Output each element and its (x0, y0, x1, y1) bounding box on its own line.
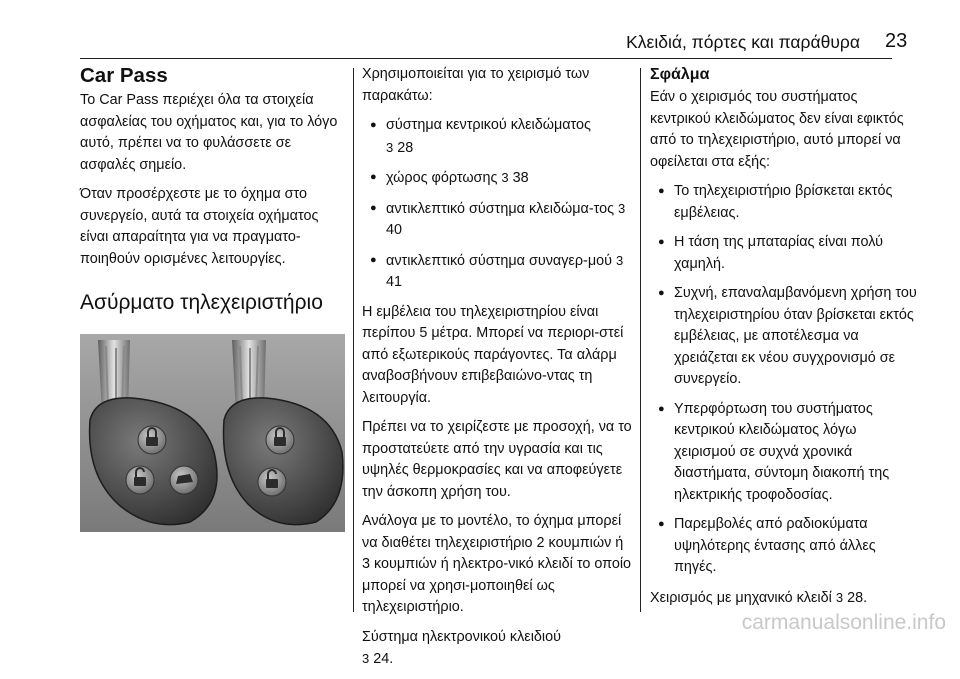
page-ref[interactable]: 41 (386, 274, 403, 290)
page-number: 23 (885, 30, 908, 52)
fault-intro: Εάν ο χειρισμός του συστήματος κεντρικού κλειδώματος δεν είναι εφικτός από το τηλεχειριστήριο, αυτό μπορεί να οφείλεται στα εξής: (650, 89, 904, 170)
care-paragraph: Πρέπει να το χειρίζεστε με προσοχή, να το προστατεύετε από την υγρασία και τις υψηλές θερμοκρασίες και να αποφεύγετε την άσκοπη χρήση του. (362, 419, 632, 500)
list-item: ● Υπερφόρτωση του συστήματος κεντρικού κλειδώματος λόγω χειρισμού σε συχνά χρονικά διαστήματα, σύντομη διακοπή της ηλεκτρικής τροφοδοσίας. (650, 399, 918, 507)
section-heading: Ασύρματο τηλεχειριστήριο (80, 291, 323, 314)
page-ref[interactable]: 28. (847, 589, 868, 606)
page-ref[interactable]: 24. (373, 651, 394, 667)
list-item: ● Παρεμβολές από ραδιοκύματα υψηλότερης έντασης από άλλες πηγές. (650, 514, 918, 579)
page-ref-icon: 3 (835, 589, 844, 605)
car-pass-paragraph: Το Car Pass περιέχει όλα τα στοιχεία ασφαλείας του οχήματος και, για το λόγο αυτό, πρέπει να το φυλάσσετε σε ασφαλές σημείο. (80, 92, 338, 173)
column-3 (650, 64, 918, 617)
mechanical-key-ref: Χειρισμός με μηχανικό κλειδί 3 28. (650, 589, 868, 606)
list-item: ● Το τηλεχειριστήριο βρίσκεται εκτός εμβέλειας. (650, 181, 918, 224)
variants-paragraph: Ανάλογα με το μοντέλο, το όχημα μπορεί να διαθέτει τηλεχειριστήριο 2 κουμπιών ή 3 κουμπιών ή ηλεκτρο-νικό κλειδί το οποίο μπορεί να χρησι-μοποιηθεί ως τηλεχειριστήριο. (362, 513, 632, 615)
page-ref-icon: 3 (362, 651, 370, 666)
header-title: Κλειδιά, πόρτες και παράθυρα (626, 32, 860, 52)
column-divider (640, 68, 641, 612)
watermark: carmanualsonline.info (741, 611, 946, 634)
column-divider (353, 68, 354, 612)
list-item: ● Η τάση της μπαταρίας είναι πολύ χαμηλή. (650, 232, 918, 275)
list-item: ● σύστημα κεντρικού κλειδώματος 3 28 (362, 115, 634, 159)
list-item: ● αντικλεπτικό σύστημα κλειδώμα-τος 3 40 (362, 198, 634, 242)
list-item: ● χώρος φόρτωσης 3 38 (362, 167, 634, 190)
electronic-key-ref: Σύστημα ηλεκτρονικού κλειδιού 3 24. (362, 628, 561, 667)
remote-keys-illustration (80, 334, 345, 532)
remote-usage-list (362, 115, 634, 294)
fault-causes-list (650, 181, 918, 579)
fault-heading: Σφάλμα (650, 66, 710, 83)
page-ref[interactable]: 40 (386, 222, 403, 238)
page-ref-icon: 3 (386, 139, 394, 155)
range-paragraph: Η εμβέλεια του τηλεχειριστηρίου είναι περίπου 5 μέτρα. Μπορεί να περιορι-στεί από εξωτερικούς παράγοντες. Τα αλάρμ αναβοσβήνουν επιβεβαιώνο-ντας τη λειτουργία. (362, 303, 624, 406)
header-rule (80, 58, 892, 59)
column-2 (362, 64, 634, 679)
page-ref-icon: 3 (616, 252, 624, 268)
column-1 (80, 64, 345, 532)
car-pass-paragraph: Όταν προσέρχεστε με το όχημα στο συνεργείο, αυτά τα στοιχεία οχήματος είναι απαραίτητα για να πραγματο-ποιηθούν ορισμένες λειτουργίες. (80, 186, 319, 267)
list-item: ● Συχνή, επαναλαμβανόμενη χρήση του τηλεχειριστηρίου όταν βρίσκεται εκτός εμβέλειας, με αποτέλεσμα να χρειάζεται εκ νέου συγχρονισμό σε συνεργείο. (650, 283, 918, 391)
page-ref[interactable]: 28 (397, 139, 414, 156)
remote-usage-intro: Χρησιμοποιείται για το χειρισμό των παρακάτω: (362, 66, 590, 104)
car-pass-heading: Car Pass (80, 64, 168, 87)
page-ref-icon: 3 (618, 200, 626, 216)
page-ref[interactable]: 38 (512, 170, 529, 186)
page-ref-icon: 3 (501, 170, 509, 185)
list-item: ● αντικλεπτικό σύστημα συναγερ-μού 3 41 (362, 250, 634, 294)
